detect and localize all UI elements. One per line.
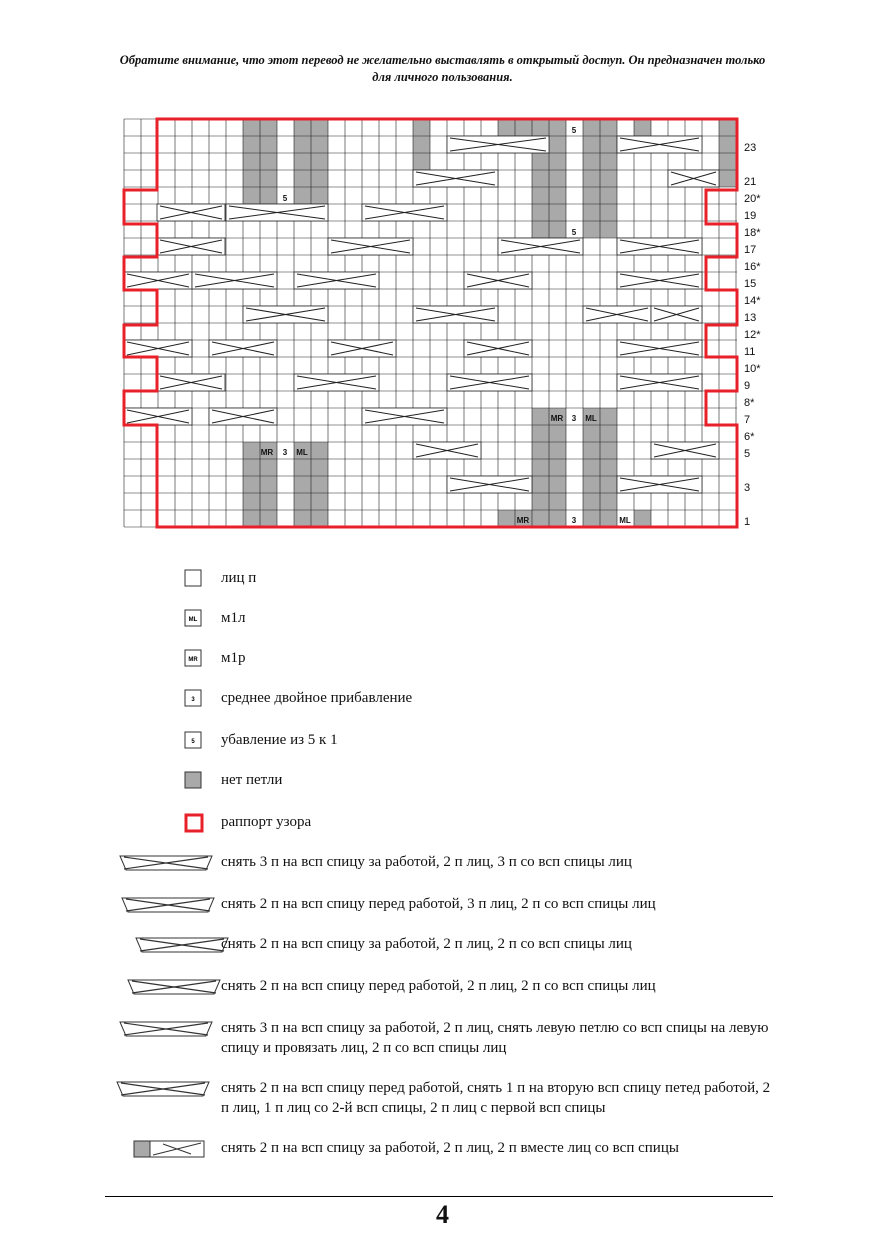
row-label: 20* (744, 193, 761, 205)
cable-cross (124, 408, 192, 425)
row-labels (744, 142, 761, 528)
make-one-right-icon (184, 649, 202, 672)
svg-text:ML: ML (188, 617, 198, 623)
legend-text: снять 2 п на всп спицу за работой, 2 п лиц, 2 п вместе лиц со всп спицы (221, 1140, 679, 1156)
cable-cross (617, 476, 702, 493)
legend-text: раппорт узора (221, 814, 312, 830)
cable-cross (192, 272, 277, 289)
cable-cross (157, 238, 225, 255)
cable-cross (617, 340, 702, 357)
row-label: 18* (744, 227, 761, 239)
cable-symbols (124, 136, 719, 493)
cable-2-2-back-icon (134, 935, 230, 960)
legend-text: м1л (221, 610, 246, 626)
cable-cross (209, 340, 277, 357)
cable-2-1-2-front-icon (115, 1079, 211, 1104)
cable-cross (413, 306, 498, 323)
cell-symbol-mr: MR (550, 414, 564, 423)
cable-cross (583, 306, 651, 323)
footer-rule (105, 1196, 773, 1197)
cable-cross (413, 442, 481, 459)
row-label: 7 (744, 414, 751, 426)
legend-text: снять 2 п на всп спицу перед работой, 2 п лиц, 2 п со всп спицы лиц (221, 978, 656, 994)
knit-square-icon (184, 569, 202, 592)
cable-cross (294, 374, 379, 391)
cell-symbol-dec5: 5 (282, 194, 288, 203)
row-label: 10* (744, 363, 761, 375)
cable-cross (362, 408, 447, 425)
legend-text: снять 3 п на всп спицу за работой, 2 п лиц, снять левую петлю со всп спицы на левую спицу и провязать лиц, 2 п со всп спицы лиц (221, 1020, 769, 1056)
double-increase-icon (184, 689, 202, 712)
cable-cross (617, 272, 702, 289)
pattern-repeat-icon (184, 813, 204, 838)
cable-cross (226, 204, 328, 221)
cell-symbol-inc3: 3 (571, 414, 577, 423)
cable-cross (362, 204, 447, 221)
no-stitch-cell (634, 510, 651, 527)
cable-cross (413, 170, 498, 187)
cell-symbol-ml: ML (585, 414, 597, 423)
row-label: 12* (744, 329, 761, 341)
row-label: 8* (744, 397, 755, 409)
row-label: 15 (744, 278, 757, 290)
svg-text:3: 3 (191, 697, 195, 703)
row-label: 6* (744, 431, 755, 443)
no-stitch-cell (634, 119, 651, 136)
cable-cross (294, 272, 379, 289)
cable-cross (447, 136, 549, 153)
cell-symbol-ml: ML (296, 448, 308, 457)
legend-text: м1р (221, 650, 246, 666)
row-label: 3 (744, 482, 751, 494)
row-label: 19 (744, 210, 757, 222)
cable-cross (328, 238, 413, 255)
cable-cross (651, 442, 719, 459)
row-label: 5 (744, 448, 751, 460)
cable-cross (668, 170, 719, 187)
cable-cross (464, 340, 532, 357)
svg-text:MR: MR (188, 657, 198, 663)
cell-symbol-dec5: 5 (571, 126, 577, 135)
legend-text: нет петли (221, 772, 283, 788)
cell-symbol-dec5: 5 (571, 228, 577, 237)
notice-text: Обратите внимание, что этот перевод не желательно выставлять в открытый доступ. Он предназначен только для личного пользования. (119, 53, 766, 84)
legend-text: снять 2 п на всп спицу за работой, 2 п лиц, 2 п со всп спицы лиц (221, 936, 632, 952)
cable-cross (243, 306, 328, 323)
cable-3-2-back-icon (118, 853, 214, 878)
cable-cross (617, 238, 702, 255)
legend-text: лиц п (221, 570, 257, 586)
knitting-chart (0, 0, 885, 560)
cable-cross (651, 306, 702, 323)
legend-text: снять 2 п на всп спицу перед работой, снять 1 п на вторую всп спицу петед работой, 2 п лиц, 1 п лиц со 2-й всп спицы, 2 п лиц с первой всп спицы (221, 1080, 771, 1116)
legend-text: снять 3 п на всп спицу за работой, 2 п лиц, 3 п со всп спицы лиц (221, 854, 632, 870)
cable-2-3-front-icon (120, 895, 216, 920)
cable-cross (447, 476, 532, 493)
cable-2-2-front-icon (126, 977, 222, 1002)
cable-cross (617, 374, 702, 391)
cable-cross (157, 204, 225, 221)
legend-text: среднее двойное прибавление (221, 690, 413, 706)
legend-text: снять 2 п на всп спицу перед работой, 3 п лиц, 2 п со всп спицы лиц (221, 896, 656, 912)
svg-text:5: 5 (191, 739, 195, 745)
cable-cross (124, 340, 192, 357)
cable-cross (464, 272, 532, 289)
cable-cross (157, 374, 225, 391)
row-label: 14* (744, 295, 761, 307)
make-one-left-icon (184, 609, 202, 632)
cable-cross (124, 272, 192, 289)
cell-symbol-mr: MR (516, 516, 530, 525)
no-stitch-icon (184, 771, 202, 794)
row-label: 9 (744, 380, 751, 392)
page-number: 4 (436, 1200, 449, 1229)
cable-cross (447, 374, 532, 391)
row-label: 16* (744, 261, 761, 273)
row-label: 1 (744, 516, 751, 528)
decrease-five-icon (184, 731, 202, 754)
cell-symbol-mr: MR (260, 448, 274, 457)
cable-cross (617, 136, 702, 153)
cable-2-2-dec-icon (133, 1139, 205, 1164)
row-label: 11 (744, 346, 756, 358)
cell-symbol-ml: ML (619, 516, 631, 525)
row-label: 13 (744, 312, 757, 324)
row-label: 23 (744, 142, 757, 154)
cell-symbol-inc3: 3 (282, 448, 288, 457)
row-label: 21 (744, 176, 757, 188)
cell-symbol-inc3: 3 (571, 516, 577, 525)
cable-cross (209, 408, 277, 425)
legend-text: убавление из 5 к 1 (221, 732, 338, 748)
row-label: 17 (744, 244, 757, 256)
cable-cross (498, 238, 583, 255)
cable-3-1-2-back-icon (118, 1019, 214, 1044)
cable-cross (328, 340, 396, 357)
